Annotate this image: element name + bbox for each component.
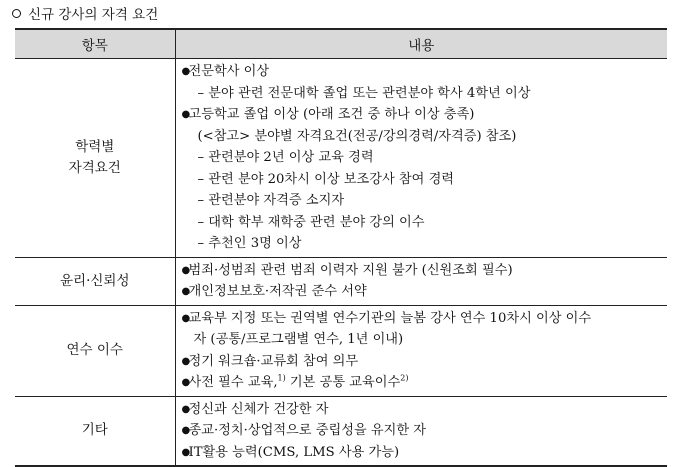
bullet-text: 정기 워크숍·교류회 참여 의무	[188, 353, 359, 369]
bullet-dot-icon: ●	[181, 446, 191, 458]
continuation-line: (<참고> 분야별 자격요건(전공/강의경력/자격증) 참조)	[197, 128, 517, 144]
category-label: 자격요건	[68, 159, 121, 176]
dash-item: – 관련분야 2년 이상 교육 경력	[197, 150, 374, 165]
bullet-text: 개인정보보호·저작권 준수 서약	[188, 284, 367, 299]
dash-item: – 관련 분야 20차시 이상 보조강사 참여 경력	[197, 171, 455, 187]
category-label: 윤리·신뢰성	[60, 272, 130, 289]
bullet-item	[182, 281, 668, 303]
bullet-item	[182, 399, 668, 421]
bullet-dot-icon: ●	[181, 425, 191, 436]
bullet-text: 사전 필수 교육,	[188, 375, 278, 390]
bullet-dot-icon: ●	[181, 312, 191, 324]
footnote-marker: 2)	[400, 373, 409, 383]
header-content: 내용	[175, 29, 667, 59]
row-content	[175, 257, 667, 305]
dash-item: – 분야 관련 전문대학 졸업 또는 관련분야 학사 4학년 이상	[197, 85, 531, 101]
bullet-dot-icon: ●	[181, 66, 191, 77]
table-header-row	[15, 29, 667, 59]
row-category	[15, 257, 175, 305]
table-row	[15, 396, 667, 466]
bullet-dot-icon: ●	[181, 264, 191, 276]
bullet-dot-icon: ●	[181, 109, 191, 120]
bullet-text: 기본 공통 교육이수	[285, 375, 401, 390]
dash-item: – 대학 학부 재학중 관련 분야 강의 이수	[197, 214, 425, 230]
bullet-dot-icon: ●	[181, 286, 191, 297]
row-content	[175, 59, 667, 258]
bullet-item	[182, 372, 668, 394]
continuation-line: 자 (공통/프로그램별 연수, 1년 이내)	[193, 332, 404, 347]
bullet-item	[182, 260, 668, 282]
requirements-table	[15, 28, 667, 467]
dash-item: – 관련분야 자격증 소지자	[197, 193, 345, 208]
category-label: 연수 이수	[66, 342, 123, 358]
bullet-text: 전문학사 이상	[188, 64, 270, 79]
row-content	[175, 396, 667, 466]
row-category	[15, 305, 175, 396]
table-row	[15, 305, 667, 396]
bullet-item	[182, 308, 668, 330]
bullet-text: 고등학교 졸업 이상 (아래 조건 중 하나 이상 충족)	[188, 107, 475, 122]
header-category: 항목	[15, 29, 175, 59]
bullet-dot-icon: ●	[181, 377, 191, 388]
bullet-text: 종교·정치·상업적으로 중립성을 유지한 자	[188, 423, 427, 438]
bullet-item	[182, 442, 668, 464]
row-category	[15, 396, 175, 466]
dash-item: – 추천인 3명 이상	[197, 236, 302, 251]
bullet-item	[182, 104, 668, 126]
bullet-text: 교육부 지정 또는 권역별 연수기관의 늘봄 강사 연수 10차시 이상 이수	[188, 310, 592, 326]
table-row	[15, 59, 667, 258]
category-label: 학력별	[75, 138, 115, 155]
row-category	[15, 59, 175, 258]
hollow-circle-icon	[12, 9, 21, 18]
bullet-text: 정신과 신체가 건강한 자	[188, 401, 329, 417]
category-label: 기타	[81, 422, 108, 439]
row-content	[175, 305, 667, 396]
bullet-text: IT활용 능력(CMS, LMS 사용 가능)	[188, 444, 400, 460]
footnote-marker: 1)	[277, 373, 286, 383]
section-title-text: 신규 강사의 자격 요건	[28, 7, 159, 23]
section-title	[12, 2, 158, 24]
bullet-item	[182, 61, 668, 83]
bullet-item	[182, 420, 668, 442]
bullet-item	[182, 351, 668, 373]
bullet-dot-icon: ●	[181, 403, 191, 415]
bullet-text: 범죄·성범죄 관련 범죄 이력자 지원 불가 (신원조회 필수)	[188, 262, 513, 278]
bullet-dot-icon: ●	[181, 355, 191, 367]
table-row	[15, 257, 667, 305]
